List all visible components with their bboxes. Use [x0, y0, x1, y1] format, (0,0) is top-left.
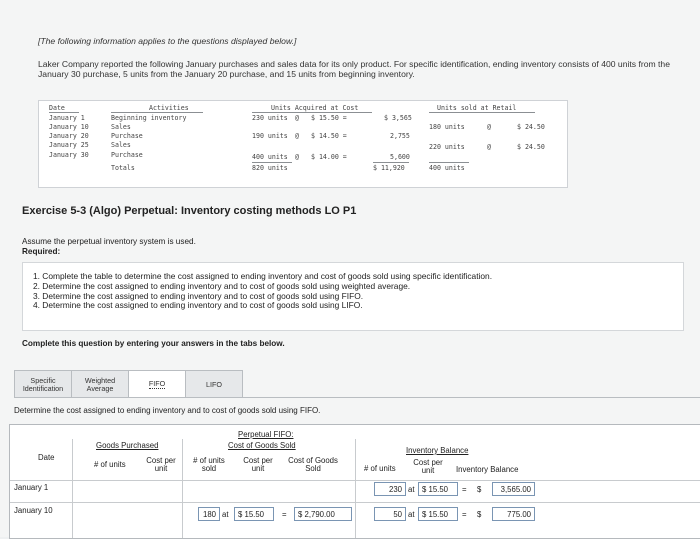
row-activity: Sales — [111, 141, 131, 149]
equals-label: = — [282, 510, 287, 519]
col-inv-balance: Inventory Balance — [456, 465, 519, 474]
tab-lifo[interactable] — [185, 370, 243, 398]
inv-balance-input[interactable] — [492, 507, 535, 521]
at-label: at — [408, 510, 415, 519]
col-sold-cost-per-unit: Cost per unit — [243, 456, 273, 473]
row-sold-units: 400 units — [429, 164, 465, 172]
assumption — [22, 237, 196, 257]
requirement-4: 4. Determine the cost assigned to ending inventory and to cost of goods sold using LIFO. — [33, 300, 363, 311]
rule-totals-amount — [373, 162, 409, 163]
requirement-3: 3. Determine the cost assigned to ending inventory and to cost of goods sold using FIFO. — [33, 290, 364, 301]
input-value: 775.00 — [507, 509, 531, 519]
requirement-2: 2. Determine the cost assigned to ending inventory and to cost of goods sold using weighted average. — [33, 280, 411, 291]
input-value: 180 — [202, 509, 216, 519]
row-acq-units: 400 units — [252, 153, 288, 161]
purchases-sales-table — [38, 100, 568, 188]
rule-activities — [111, 112, 203, 113]
exercise-title: Exercise 5-3 (Algo) Perpetual: Inventory costing methods LO P1 — [22, 205, 357, 217]
tab-specific-identification[interactable] — [14, 370, 72, 398]
input-value: 3,565.00 — [500, 484, 531, 494]
row-at: @ — [295, 132, 299, 140]
tab-label: Weighted Average — [84, 375, 116, 393]
header-sold: Units sold at Retail — [437, 104, 517, 112]
goods-purchased-header: Goods Purchased — [96, 441, 159, 450]
requirements-box — [22, 262, 684, 331]
row-acq-total: 5,600 — [390, 153, 410, 161]
tab-label: Specific Identification — [22, 375, 64, 393]
row-date-jan10: January 10 — [14, 506, 53, 515]
method-tabs — [14, 370, 242, 398]
row-acq-total: $ 11,920 — [373, 164, 405, 172]
row-date: January 1 — [49, 114, 85, 122]
row-acq-cost: $ 15.50 = — [311, 114, 347, 122]
row-acq-units: 820 units — [252, 164, 288, 172]
col-rule — [182, 439, 183, 538]
input-value: $ 15.50 — [238, 509, 265, 519]
inv-units-input[interactable] — [374, 482, 406, 496]
row-sold-at: @ — [487, 143, 491, 151]
input-value: $ 15.50 — [422, 509, 449, 519]
row-date: January 25 — [49, 141, 89, 149]
inv-cost-input[interactable] — [418, 482, 458, 496]
col-inv-cost-per-unit: Cost per unit — [413, 458, 443, 475]
requirement-1: 1. Complete the table to determine the cost assigned to ending inventory and cost of goods sold using specific identification. — [33, 271, 493, 281]
header-activities: Activities — [149, 104, 189, 112]
input-value: 230 — [388, 484, 402, 494]
col-rule — [72, 439, 73, 538]
row-activity: Sales — [111, 123, 131, 131]
col-units-sold: # of units sold — [193, 456, 225, 473]
row-acq-total: $ 3,565 — [384, 114, 412, 122]
row-sold-units: 220 units — [429, 143, 465, 151]
row-acq-cost: $ 14.00 = — [311, 153, 347, 161]
row-activity: Purchase — [111, 151, 143, 159]
row-activity: Totals — [111, 164, 135, 172]
rule-sold — [429, 112, 535, 113]
determine-text: Determine the cost assigned to ending inventory and to cost of goods sold using FIFO. — [14, 406, 321, 415]
rule-totals-units — [252, 162, 292, 163]
tab-weighted-average[interactable] — [71, 370, 129, 398]
tab-divider — [14, 397, 700, 398]
dollar-label: $ — [477, 510, 482, 519]
row-sold-price: $ 24.50 — [517, 123, 545, 131]
col-cost-per-unit: Cost per unit — [146, 456, 176, 473]
rule-date — [49, 112, 79, 113]
rule-acquired — [252, 112, 372, 113]
assume-text: Assume the perpetual inventory system is used. — [22, 237, 196, 246]
header-acquired: Units Acquired at Cost — [271, 104, 359, 112]
input-value: 50 — [393, 509, 402, 519]
inv-balance-input[interactable] — [492, 482, 535, 496]
tab-label: LIFO — [206, 379, 222, 389]
inv-units-input[interactable] — [374, 507, 406, 521]
tab-fifo[interactable] — [128, 370, 186, 398]
row-at: @ — [295, 153, 299, 161]
cogs-header: Cost of Goods Sold — [228, 441, 296, 450]
dollar-label: $ — [477, 485, 482, 494]
inv-cost-input[interactable] — [418, 507, 458, 521]
intro-text — [38, 36, 678, 80]
row-date: January 10 — [49, 123, 89, 131]
col-date: Date — [38, 453, 55, 462]
tab-label: FIFO — [148, 379, 166, 388]
inventory-balance-header: Inventory Balance — [406, 446, 469, 455]
row-date-jan1: January 1 — [14, 483, 49, 492]
row-date: January 30 — [49, 151, 89, 159]
col-inv-units: # of units — [364, 464, 396, 473]
at-label: at — [222, 510, 229, 519]
row-sold-at: @ — [487, 123, 491, 131]
row-date: January 20 — [49, 132, 89, 140]
input-value: $ 15.50 — [422, 484, 449, 494]
equals-label: = — [462, 510, 467, 519]
row-acq-cost: $ 14.50 = — [311, 132, 347, 140]
row-sold-price: $ 24.50 — [517, 143, 545, 151]
sold-units-input[interactable] — [198, 507, 220, 521]
row-acq-units: 190 units — [252, 132, 288, 140]
required-label: Required: — [22, 247, 61, 256]
at-label: at — [408, 485, 415, 494]
perpetual-title: Perpetual FIFO: — [238, 430, 294, 439]
row-activity: Beginning inventory — [111, 114, 187, 122]
complete-note: Complete this question by entering your answers in the tabs below. — [22, 339, 285, 348]
intro-note: [The following information applies to the questions displayed below.] — [38, 36, 297, 46]
cogs-input[interactable] — [294, 507, 352, 521]
input-value: $ 2,790.00 — [298, 509, 335, 519]
rule-totals-sold — [429, 162, 469, 163]
col-cogs: Cost of Goods Sold — [288, 456, 338, 473]
row-sold-units: 180 units — [429, 123, 465, 131]
intro-body: Laker Company reported the following January purchases and sales data for its only product. For specific identification, ending inventory consists of 400 units from the January 30 purchase, 5 units from the January 20 purchase, and 15 units from beginning inventory. — [38, 58, 670, 79]
row-activity: Purchase — [111, 132, 143, 140]
col-rule — [355, 439, 356, 538]
equals-label: = — [462, 485, 467, 494]
perpetual-fifo-table — [9, 424, 700, 539]
row-acq-units: 230 units — [252, 114, 288, 122]
row-at: @ — [295, 114, 299, 122]
col-units: # of units — [94, 460, 126, 469]
row-acq-total: 2,755 — [390, 132, 410, 140]
sold-cost-input[interactable] — [234, 507, 274, 521]
header-date: Date — [49, 104, 65, 112]
